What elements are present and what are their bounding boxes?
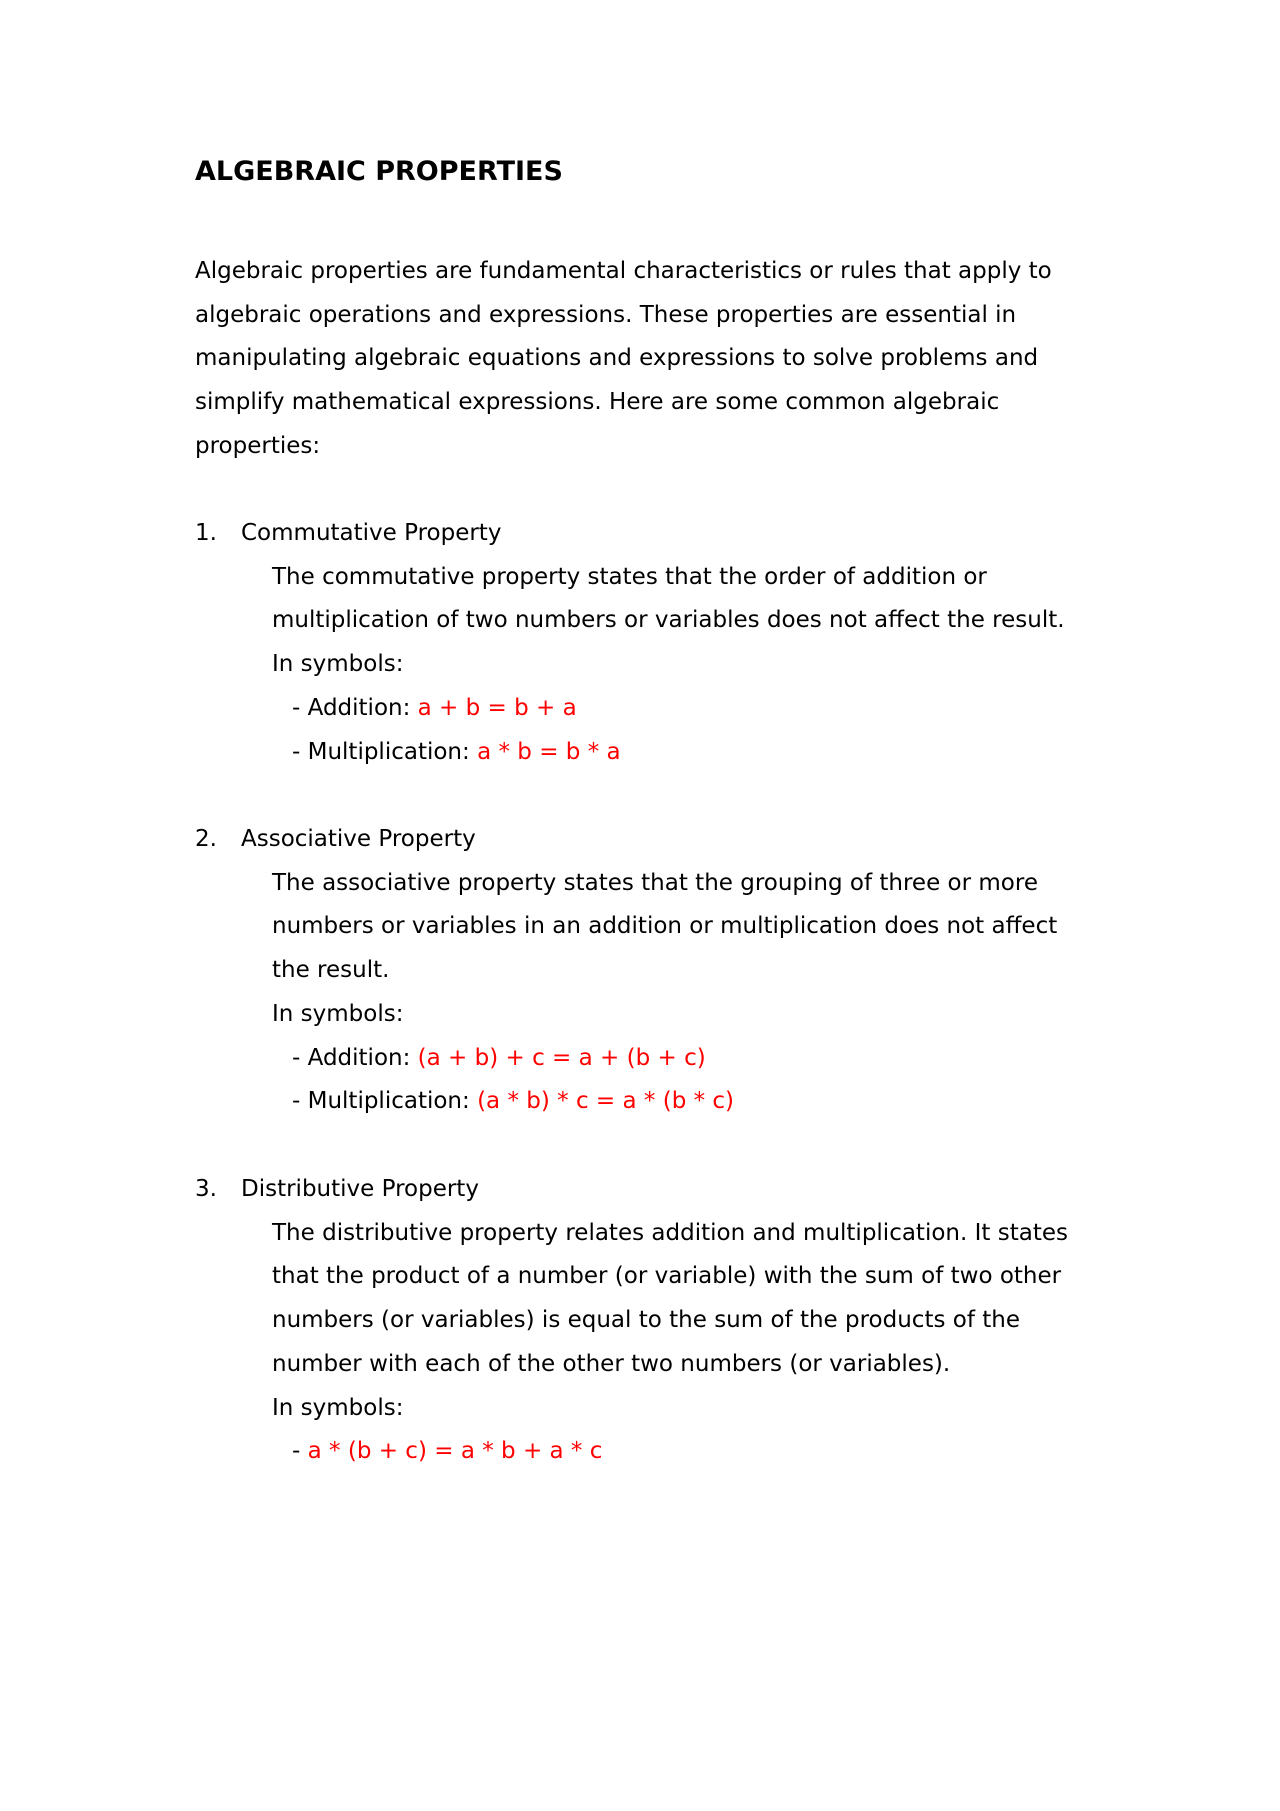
formula-distributive xyxy=(292,1430,1072,1474)
formula-prefix: - xyxy=(292,1438,308,1465)
section-number: 1. xyxy=(195,520,217,546)
formula-expression: a * (b + c) = a * b + a * c xyxy=(307,1438,603,1465)
formula-prefix: - Multiplication: xyxy=(292,1088,478,1115)
formula-prefix: - Addition: xyxy=(292,694,418,721)
section-heading-text: Associative Property xyxy=(241,826,476,852)
symbols-label: In symbols: xyxy=(272,1394,404,1421)
page-title: ALGEBRAIC PROPERTIES xyxy=(195,156,563,187)
section-heading xyxy=(195,512,1095,556)
section-distributive xyxy=(195,1168,1095,1474)
section-description: The distributive property relates addition and multiplication. It states that the product of a number (or variable) with the sum of two other numbers (or variables) is equal to the sum of the products of the number with each of the other two numbers (or variables). xyxy=(272,1219,1068,1377)
section-heading-text: Distributive Property xyxy=(241,1176,479,1202)
formula-addition xyxy=(292,1037,1072,1081)
symbols-label: In symbols: xyxy=(272,651,404,678)
section-commutative xyxy=(195,512,1095,774)
intro-paragraph: Algebraic properties are fundamental characteristics or rules that apply to algebraic operations and expressions. These properties are essential in manipulating algebraic equations and expressions to solve problems and simplify mathematical expressions. Here are some common algebraic properties: xyxy=(195,258,1052,459)
formula-prefix: - Multiplication: xyxy=(292,738,478,765)
section-associative xyxy=(195,818,1095,1124)
formula-addition xyxy=(292,687,1072,731)
section-description: The commutative property states that the order of addition or multiplication of two numbers or variables does not affect the result. xyxy=(272,563,1065,634)
section-body xyxy=(272,862,1072,1124)
section-heading xyxy=(195,818,1095,862)
section-heading-text: Commutative Property xyxy=(241,520,502,546)
section-number: 2. xyxy=(195,826,217,852)
formula-expression: (a * b) * c = a * (b * c) xyxy=(477,1088,735,1115)
section-number: 3. xyxy=(195,1176,217,1202)
formula-multiplication xyxy=(292,731,1072,775)
section-body xyxy=(272,1212,1072,1474)
symbols-label: In symbols: xyxy=(272,1000,404,1027)
formula-expression: a * b = b * a xyxy=(477,738,621,765)
section-description: The associative property states that the grouping of three or more numbers or variables in an addition or multiplication does not affect the result. xyxy=(272,869,1058,984)
section-body xyxy=(272,556,1072,775)
formula-prefix: - Addition: xyxy=(292,1044,418,1071)
formula-expression: (a + b) + c = a + (b + c) xyxy=(417,1044,706,1071)
section-heading xyxy=(195,1168,1095,1212)
formula-expression: a + b = b + a xyxy=(417,694,577,721)
formula-multiplication xyxy=(292,1080,1072,1124)
